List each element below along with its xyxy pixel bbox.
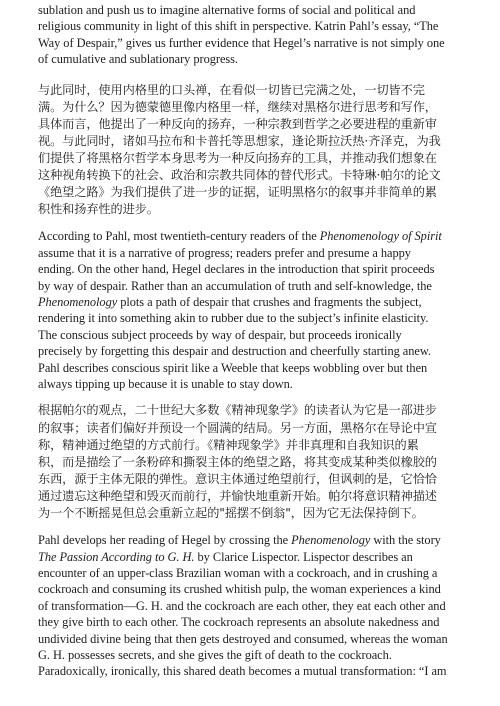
text-run: sublation and push us to imagine alternative forms of social and political and bbox=[38, 3, 416, 17]
paragraph-english-2 bbox=[38, 228, 466, 392]
text-run: 具体而言，他提出了一种反向的扬弃，一种宗教到哲学之必要进程的重新审 bbox=[38, 116, 437, 131]
text-run: rendering it into something akin to rubber due to the subject’s infinite elasticity. bbox=[38, 311, 429, 326]
text-run: 称，精神通过绝望的方式前行。《精神现象学》并非真理和自我知识的累 bbox=[38, 437, 419, 452]
text-line bbox=[38, 614, 466, 630]
text-run: precisely by forgetting this despair and destruction and cheerfully starting anew. bbox=[38, 344, 431, 359]
text-run: ending. On the other hand, Hegel declares in the introduction that spirit proceeds bbox=[38, 262, 435, 277]
text-run: Paradoxically, ironically, this shared death becomes a mutual transformation: “I am bbox=[38, 664, 447, 679]
text-run: G. H. possesses secrets, and she gives the gift of death to the cockroach. bbox=[38, 647, 392, 662]
text-line bbox=[38, 343, 466, 359]
text-line bbox=[38, 18, 466, 34]
text-run: 积性和扬弃性的进步。 bbox=[38, 202, 159, 217]
paragraph-english-1 bbox=[38, 2, 466, 68]
text-run: Pahl describes conscious spirit like a Weeble that keeps wobbling over but then bbox=[38, 360, 428, 375]
text-line bbox=[38, 82, 466, 99]
text-line bbox=[38, 631, 466, 647]
text-line bbox=[38, 294, 466, 310]
text-run: always tipping up because it is unable to stay down. bbox=[38, 377, 293, 392]
text-line bbox=[38, 663, 466, 679]
text-run: assume that it is a narrative of progress; readers prefer and presume a happy bbox=[38, 245, 411, 260]
text-run: encounter of an upper-class Brazilian woman with a cockroach, and in crushing a bbox=[38, 565, 438, 580]
text-run: of cumulative and sublationary progress. bbox=[38, 52, 238, 67]
text-run: 们提供了将黑格尔哲学本身思考为一种反向扬弃的工具，并推动我们想象在 bbox=[38, 151, 437, 165]
text-run: 与此同时，使用内格里的口头禅，在看似一切皆已完满之处，一切皆不完 bbox=[38, 82, 425, 97]
text-run: of transformation—G. H. and the cockroach are each other, they eat each other and bbox=[38, 598, 446, 613]
text-run: by Clarice Lispector. Lispector describes an bbox=[194, 549, 413, 564]
text-line bbox=[38, 581, 466, 597]
text-run: The conscious subject proceeds by way of despair, but proceeds ironically bbox=[38, 327, 402, 342]
text-line bbox=[38, 2, 466, 18]
text-line bbox=[38, 310, 466, 326]
italic-title-text: Phenomenology bbox=[291, 533, 371, 548]
text-run: by way of despair. Rather than an accumulation of truth and self-knowledge, the bbox=[38, 278, 432, 293]
text-line bbox=[38, 454, 466, 471]
text-run: with the story bbox=[370, 533, 441, 548]
text-run: Pahl develops her reading of Hegel by crossing the bbox=[38, 533, 292, 548]
text-run: religious community in light of this shift in perspective. Katrin Pahl’s essay, “The bbox=[38, 19, 439, 34]
paragraph-chinese-1 bbox=[38, 82, 466, 219]
text-run: they give birth to each other. The cockroach represents an absolute nakedness and bbox=[38, 615, 440, 630]
text-line bbox=[38, 437, 466, 454]
italic-title-text: The Passion According to G. H. bbox=[38, 549, 195, 564]
text-run: 视。与此同时，诸如马拉布和卡普托等思想家，逢论斯拉沃热·齐泽克，为我 bbox=[38, 133, 441, 148]
text-run: plots a path of despair that crushes and fragments the subject, bbox=[117, 295, 422, 309]
text-line bbox=[38, 133, 466, 150]
italic-title-text: Phenomenology of Spirit bbox=[319, 229, 442, 244]
text-run: cockroach and consuming its crushed whitish pulp, the woman experiences a kind bbox=[38, 582, 441, 597]
text-line bbox=[38, 598, 466, 614]
paragraph-chinese-2 bbox=[38, 402, 466, 522]
text-line bbox=[38, 184, 466, 201]
text-line bbox=[38, 532, 466, 548]
text-line bbox=[38, 488, 466, 505]
text-line bbox=[38, 150, 466, 167]
text-line bbox=[38, 278, 466, 294]
text-run: 为一个不断摇晃但总会重新立起的"摇摆不倒翁"，因为它无法保持倒下。 bbox=[38, 506, 424, 520]
text-run: 通过遗忘这种绝望和毁灭而前行，并愉快地重新开始。帕尔将意识精神描述 bbox=[38, 488, 437, 503]
text-run: 的叙事；读者们偏好并预设一个圆满的结局。另一方面，黑格尔在导论中宣 bbox=[38, 420, 437, 435]
text-line bbox=[38, 402, 466, 419]
text-run: 根据帕尔的观点，二十世纪大多数《精神现象学》的读者认为它是一部进步 bbox=[38, 403, 437, 418]
text-line bbox=[38, 360, 466, 376]
paragraph-english-3 bbox=[38, 532, 466, 680]
text-line bbox=[38, 549, 466, 565]
text-run: According to Pahl, most twentieth-century readers of the bbox=[38, 229, 320, 244]
text-run: 满。为什么？因为德蒙德里像内格里一样，继续对黑格尔进行思考和写作， bbox=[38, 99, 437, 114]
text-run: 积，而是描绘了一条粉碎和撕裂主体的绝望之路，将其变成某种类似橡胶的 bbox=[38, 454, 437, 469]
text-line bbox=[38, 35, 466, 51]
text-run: undivided divine being that then gets destroyed and consumed, whereas the woman bbox=[38, 631, 448, 646]
text-line bbox=[38, 327, 466, 343]
text-line bbox=[38, 471, 466, 488]
text-line bbox=[38, 376, 466, 392]
text-run: 《绝望之路》为我们提供了进一步的证据，证明黑格尔的叙事并非简单的累 bbox=[38, 185, 437, 200]
italic-title-text: Phenomenology bbox=[38, 295, 118, 309]
document-page bbox=[38, 2, 466, 680]
text-run: 这种视角转换下的社会、政治和宗教共同体的替代形式。卡特琳·帕尔的论文 bbox=[38, 168, 441, 183]
text-line bbox=[38, 261, 466, 277]
text-line bbox=[38, 167, 466, 184]
text-line bbox=[38, 647, 466, 663]
text-run: Way of Despair,” gives us further evidence that Hegel’s narrative is not simply one bbox=[38, 35, 445, 50]
text-line bbox=[38, 201, 466, 218]
text-line bbox=[38, 505, 466, 522]
text-line bbox=[38, 420, 466, 437]
text-line bbox=[38, 565, 466, 581]
text-run: 东西，源于主体无限的弹性。意识主体通过绝望前行，但讽刺的是，它恰恰 bbox=[38, 471, 437, 486]
text-line bbox=[38, 245, 466, 261]
text-line bbox=[38, 51, 466, 67]
text-line bbox=[38, 116, 466, 133]
text-line bbox=[38, 99, 466, 116]
text-line bbox=[38, 228, 466, 244]
